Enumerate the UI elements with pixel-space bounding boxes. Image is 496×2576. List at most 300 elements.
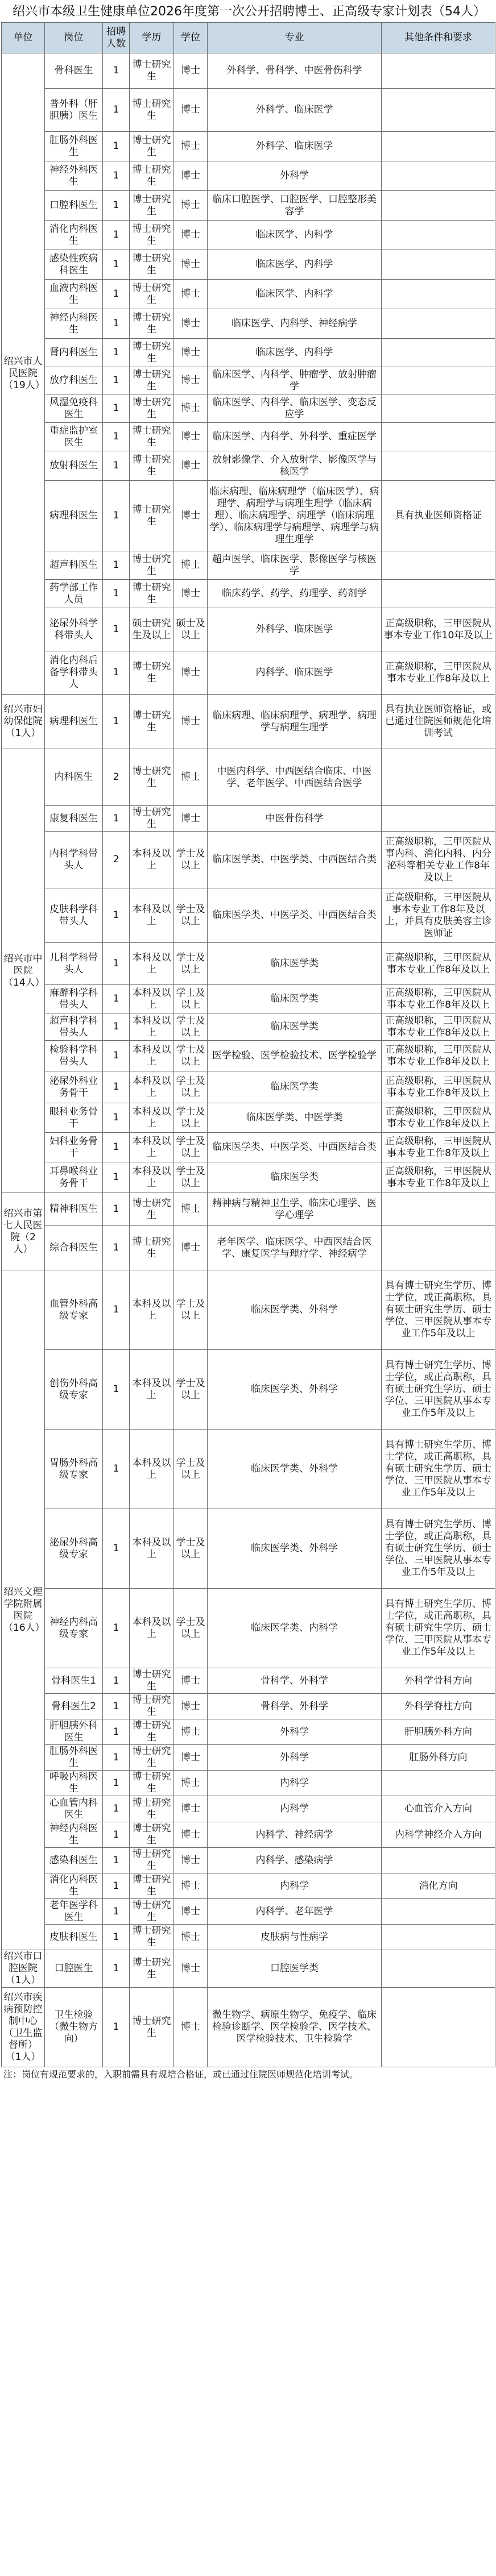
- headcount-cell: 1: [103, 1509, 130, 1589]
- position-cell: 康复科医生: [45, 806, 103, 832]
- degree-cell: 博士: [174, 695, 208, 749]
- requirements-cell: 正高级职称，三甲医院从事本专业工作10年及以上: [382, 608, 495, 651]
- unit-cell: 绍兴市妇幼保健院（1人）: [2, 695, 45, 749]
- education-cell: 博士研究生: [130, 1925, 174, 1950]
- degree-cell: 博士: [174, 1694, 208, 1719]
- education-cell: 本科及以上: [130, 1162, 174, 1193]
- position-cell: 皮肤科医生: [45, 1925, 103, 1950]
- degree-cell: 博士: [174, 551, 208, 580]
- table-row: [2, 1950, 495, 1988]
- headcount-cell: 1: [103, 888, 130, 943]
- header-cell: 其他条件和要求: [382, 23, 495, 53]
- education-cell: 博士研究生: [130, 1193, 174, 1226]
- requirements-cell: [382, 280, 495, 309]
- major-cell: 内科学: [208, 1771, 382, 1796]
- education-cell: 本科及以上: [130, 1013, 174, 1041]
- position-cell: 神经内科高级专家: [45, 1589, 103, 1668]
- headcount-cell: 1: [103, 1193, 130, 1226]
- education-cell: 博士研究生: [130, 1668, 174, 1694]
- education-cell: 博士研究生: [130, 1796, 174, 1822]
- major-cell: 皮肤病与性病学: [208, 1925, 382, 1950]
- education-cell: 博士研究生: [130, 451, 174, 481]
- requirements-cell: 正高级职称，三甲医院从事本专业工作8年及以上: [382, 1103, 495, 1133]
- degree-cell: 博士: [174, 280, 208, 309]
- education-cell: 博士研究生: [130, 221, 174, 250]
- major-cell: 微生物学、病原生物学、免疫学、临床检验诊断学、医学检验学、医学技术、医学检验技术、卫生检验学: [208, 1988, 382, 2067]
- education-cell: 博士研究生: [130, 89, 174, 132]
- headcount-cell: 1: [103, 1589, 130, 1668]
- headcount-cell: 1: [103, 1988, 130, 2067]
- degree-cell: 博士: [174, 1226, 208, 1270]
- requirements-cell: [382, 309, 495, 339]
- education-cell: 博士研究生: [130, 1848, 174, 1873]
- major-cell: 临床医学、内科学: [208, 221, 382, 250]
- position-cell: 骨科医生: [45, 53, 103, 89]
- position-cell: 儿科学科带头人: [45, 943, 103, 985]
- education-cell: 博士研究生: [130, 280, 174, 309]
- education-cell: 博士研究生: [130, 1719, 174, 1745]
- education-cell: 本科及以上: [130, 832, 174, 888]
- requirements-cell: 内科学神经介入方向: [382, 1822, 495, 1848]
- position-cell: 创伤外科高级专家: [45, 1350, 103, 1430]
- table-row: [2, 367, 495, 394]
- degree-cell: 博士: [174, 161, 208, 191]
- major-cell: 外科学、骨科学、中医骨伤科学: [208, 53, 382, 89]
- major-cell: 临床医学、内科学: [208, 250, 382, 280]
- requirements-cell: 具有执业医师资格证，或已通过住院医师规范化培训考试: [382, 695, 495, 749]
- headcount-cell: 1: [103, 1226, 130, 1270]
- requirements-cell: 外科学骨科方向: [382, 1668, 495, 1694]
- table-row: [2, 806, 495, 832]
- degree-cell: 博士: [174, 1719, 208, 1745]
- position-cell: 心血管内科医生: [45, 1796, 103, 1822]
- degree-cell: 博士: [174, 367, 208, 394]
- education-cell: 博士研究生: [130, 53, 174, 89]
- headcount-cell: 1: [103, 580, 130, 608]
- table-row: [2, 1162, 495, 1193]
- position-cell: 眼科业务骨干: [45, 1103, 103, 1133]
- education-cell: 本科及以上: [130, 1071, 174, 1103]
- headcount-cell: 1: [103, 1041, 130, 1071]
- major-cell: 临床医学类: [208, 1071, 382, 1103]
- headcount-cell: 1: [103, 1350, 130, 1430]
- headcount-cell: 1: [103, 1925, 130, 1950]
- major-cell: 临床药学、药学、药理学、药剂学: [208, 580, 382, 608]
- headcount-cell: 1: [103, 1873, 130, 1899]
- headcount-cell: 1: [103, 1745, 130, 1771]
- degree-cell: 学士及以上: [174, 1350, 208, 1430]
- unit-cell: 绍兴市中医院（14人）: [2, 749, 45, 1193]
- table-row: [2, 221, 495, 250]
- table-row: [2, 695, 495, 749]
- headcount-cell: 1: [103, 1848, 130, 1873]
- degree-cell: 博士: [174, 1988, 208, 2067]
- degree-cell: 博士: [174, 339, 208, 367]
- position-cell: 感染科医生: [45, 1848, 103, 1873]
- requirements-cell: 正高级职称，三甲医院从事本专业工作8年及以上，并具有皮肤美容主诊医师证: [382, 888, 495, 943]
- degree-cell: 博士: [174, 132, 208, 161]
- position-cell: 肛肠外科医生: [45, 132, 103, 161]
- table-row: [2, 1719, 495, 1745]
- table-row: [2, 1430, 495, 1509]
- major-cell: 临床医学类、中医学类、中西医结合类: [208, 1133, 382, 1162]
- position-cell: 超声科医生: [45, 551, 103, 580]
- unit-cell: 绍兴市第七人民医院（2人）: [2, 1193, 45, 1270]
- table-row: [2, 309, 495, 339]
- major-cell: 临床医学、内科学、神经病学: [208, 309, 382, 339]
- education-cell: 博士研究生: [130, 132, 174, 161]
- requirements-cell: 具有博士研究生学历、博士学位，或正高职称，具有硕士研究生学历、硕士学位、三甲医院从事本专业工作5年及以上: [382, 1509, 495, 1589]
- education-cell: 博士研究生: [130, 394, 174, 423]
- requirements-cell: [382, 1771, 495, 1796]
- education-cell: 博士研究生: [130, 1899, 174, 1925]
- position-cell: 消化内科医生: [45, 221, 103, 250]
- requirements-cell: [382, 1988, 495, 2067]
- table-row: [2, 651, 495, 695]
- table-row: [2, 1771, 495, 1796]
- headcount-cell: 1: [103, 1162, 130, 1193]
- degree-cell: 博士: [174, 1796, 208, 1822]
- position-cell: 病理科医生: [45, 695, 103, 749]
- position-cell: 消化内科医生: [45, 1873, 103, 1899]
- requirements-cell: 正高级职称，三甲医院从事本专业工作8年及以上: [382, 1133, 495, 1162]
- position-cell: 神经内科医生: [45, 309, 103, 339]
- education-cell: 博士研究生: [130, 1988, 174, 2067]
- degree-cell: 学士及以上: [174, 888, 208, 943]
- requirements-cell: [382, 53, 495, 89]
- table-row: [2, 1668, 495, 1694]
- position-cell: 麻醉科学科带头人: [45, 985, 103, 1013]
- degree-cell: 学士及以上: [174, 1162, 208, 1193]
- position-cell: 神经内科医生: [45, 1822, 103, 1848]
- major-cell: 内科学、老年医学: [208, 1899, 382, 1925]
- degree-cell: 博士: [174, 191, 208, 221]
- unit-cell: 绍兴市口腔医院（1人）: [2, 1950, 45, 1988]
- degree-cell: 博士: [174, 749, 208, 806]
- major-cell: 临床医学、内科学、临床医学、变态反应学: [208, 394, 382, 423]
- table-header-row: [2, 23, 495, 53]
- degree-cell: 博士: [174, 1925, 208, 1950]
- education-cell: 博士研究生: [130, 481, 174, 551]
- education-cell: 博士研究生: [130, 423, 174, 451]
- position-cell: 皮肤科学科带头人: [45, 888, 103, 943]
- table-row: [2, 1270, 495, 1350]
- major-cell: 临床医学、内科学、肿瘤学、放射肿瘤学: [208, 367, 382, 394]
- unit-cell: 绍兴市人民医院（19人）: [2, 53, 45, 695]
- table-row: [2, 1350, 495, 1430]
- headcount-cell: 1: [103, 309, 130, 339]
- degree-cell: 学士及以上: [174, 1103, 208, 1133]
- major-cell: 内科学: [208, 1796, 382, 1822]
- education-cell: 博士研究生: [130, 250, 174, 280]
- requirements-cell: 消化方向: [382, 1873, 495, 1899]
- header-cell: 学历: [130, 23, 174, 53]
- headcount-cell: 1: [103, 985, 130, 1013]
- major-cell: 临床医学类、中医学类、中西医结合类: [208, 888, 382, 943]
- education-cell: 本科及以上: [130, 943, 174, 985]
- education-cell: 本科及以上: [130, 1270, 174, 1350]
- education-cell: 本科及以上: [130, 1103, 174, 1133]
- requirements-cell: 具有博士研究生学历、博士学位，或正高职称，具有硕士研究生学历、硕士学位、三甲医院从事本专业工作5年及以上: [382, 1270, 495, 1350]
- major-cell: 临床医学类: [208, 1162, 382, 1193]
- education-cell: 博士研究生: [130, 749, 174, 806]
- headcount-cell: 1: [103, 1771, 130, 1796]
- major-cell: 临床医学、内科学、外科学、重症医学: [208, 423, 382, 451]
- requirements-cell: [382, 551, 495, 580]
- requirements-cell: [382, 1925, 495, 1950]
- education-cell: 博士研究生: [130, 1694, 174, 1719]
- headcount-cell: 1: [103, 161, 130, 191]
- headcount-cell: 1: [103, 1822, 130, 1848]
- education-cell: 博士研究生: [130, 695, 174, 749]
- table-row: [2, 1796, 495, 1822]
- degree-cell: 学士及以上: [174, 1013, 208, 1041]
- requirements-cell: [382, 191, 495, 221]
- headcount-cell: 1: [103, 1270, 130, 1350]
- headcount-cell: 1: [103, 423, 130, 451]
- degree-cell: 博士: [174, 1848, 208, 1873]
- position-cell: 内科学科带头人: [45, 832, 103, 888]
- page-title: 绍兴市本级卫生健康单位2026年度第一次公开招聘博士、正高级专家计划表（54人）: [13, 5, 486, 19]
- requirements-cell: 正高级职称，三甲医院从事本专业工作8年及以上: [382, 1041, 495, 1071]
- degree-cell: 博士: [174, 1822, 208, 1848]
- degree-cell: 博士: [174, 1950, 208, 1988]
- requirements-cell: [382, 1226, 495, 1270]
- position-cell: 内科医生: [45, 749, 103, 806]
- requirements-cell: 肝胆胰外科方向: [382, 1719, 495, 1745]
- requirements-cell: 正高级职称，三甲医院从事本专业工作8年及以上: [382, 1162, 495, 1193]
- table-row: [2, 132, 495, 161]
- header-cell: 招聘人数: [103, 23, 130, 53]
- education-cell: 博士研究生: [130, 1745, 174, 1771]
- major-cell: 临床医学类、外科学: [208, 1509, 382, 1589]
- major-cell: 老年医学、临床医学、中西医结合医学、康复医学与理疗学、神经病学: [208, 1226, 382, 1270]
- headcount-cell: 1: [103, 451, 130, 481]
- major-cell: 外科学、临床医学: [208, 132, 382, 161]
- requirements-cell: [382, 749, 495, 806]
- degree-cell: 博士: [174, 481, 208, 551]
- degree-cell: 博士: [174, 1873, 208, 1899]
- degree-cell: 学士及以上: [174, 1041, 208, 1071]
- table-row: [2, 1589, 495, 1668]
- headcount-cell: 1: [103, 367, 130, 394]
- education-cell: 硕士研究生及以上: [130, 608, 174, 651]
- headcount-cell: 1: [103, 1668, 130, 1694]
- position-cell: 耳鼻喉科业务骨干: [45, 1162, 103, 1193]
- position-cell: 骨科医生1: [45, 1668, 103, 1694]
- table-row: [2, 1103, 495, 1133]
- major-cell: 超声医学、临床医学、影像医学与核医学: [208, 551, 382, 580]
- education-cell: 本科及以上: [130, 1430, 174, 1509]
- position-cell: 卫生检验（微生物方向）: [45, 1988, 103, 2067]
- header-cell: 专业: [208, 23, 382, 53]
- major-cell: 外科学: [208, 161, 382, 191]
- education-cell: 博士研究生: [130, 580, 174, 608]
- requirements-cell: [382, 1950, 495, 1988]
- headcount-cell: 1: [103, 53, 130, 89]
- major-cell: 临床口腔医学、口腔医学、口腔整形美容学: [208, 191, 382, 221]
- degree-cell: 博士: [174, 423, 208, 451]
- table-row: [2, 53, 495, 89]
- major-cell: 精神病与精神卫生学、临床心理学、医学心理学: [208, 1193, 382, 1226]
- major-cell: 临床医学、内科学: [208, 280, 382, 309]
- position-cell: 口腔医生: [45, 1950, 103, 1988]
- position-cell: 放疗科医生: [45, 367, 103, 394]
- headcount-cell: 1: [103, 481, 130, 551]
- position-cell: 感染性疾病科医生: [45, 250, 103, 280]
- major-cell: 临床病理、临床病理学（临床医学）、病理学、病理学与病理生理学（临床病理）、临床病理学、病理学（临床病理学）、临床病理学与病理学、病理学与病理生理学: [208, 481, 382, 551]
- education-cell: 博士研究生: [130, 309, 174, 339]
- major-cell: 内科学、感染病学: [208, 1848, 382, 1873]
- headcount-cell: 1: [103, 1899, 130, 1925]
- headcount-cell: 1: [103, 339, 130, 367]
- table-row: [2, 1988, 495, 2067]
- education-cell: 博士研究生: [130, 161, 174, 191]
- degree-cell: 学士及以上: [174, 943, 208, 985]
- position-cell: 风湿免疫科医生: [45, 394, 103, 423]
- table-row: [2, 1226, 495, 1270]
- position-cell: 重症监护室医生: [45, 423, 103, 451]
- major-cell: 临床病理、临床病理学、病理学、病理学与病理生理学: [208, 695, 382, 749]
- requirements-cell: 具有博士研究生学历、博士学位，或正高职称，具有硕士研究生学历、硕士学位、三甲医院从事本专业工作5年及以上: [382, 1350, 495, 1430]
- table-row: [2, 1925, 495, 1950]
- major-cell: 临床医学类、外科学: [208, 1350, 382, 1430]
- unit-cell: 绍兴文理学院附属医院（16人）: [2, 1270, 45, 1950]
- table-row: [2, 280, 495, 309]
- headcount-cell: 1: [103, 132, 130, 161]
- major-cell: 临床医学类: [208, 1013, 382, 1041]
- education-cell: 本科及以上: [130, 1589, 174, 1668]
- major-cell: 临床医学类、外科学: [208, 1270, 382, 1350]
- position-cell: 超声科学科带头人: [45, 1013, 103, 1041]
- degree-cell: 学士及以上: [174, 1589, 208, 1668]
- major-cell: 放射影像学、介入放射学、影像医学与核医学: [208, 451, 382, 481]
- headcount-cell: 2: [103, 832, 130, 888]
- table-row: [2, 1071, 495, 1103]
- education-cell: 博士研究生: [130, 806, 174, 832]
- position-cell: 胃肠外科高级专家: [45, 1430, 103, 1509]
- education-cell: 博士研究生: [130, 651, 174, 695]
- degree-cell: 博士: [174, 580, 208, 608]
- table-row: [2, 985, 495, 1013]
- education-cell: 博士研究生: [130, 551, 174, 580]
- major-cell: 医学检验、医学检验技术、医学检验学: [208, 1041, 382, 1071]
- position-cell: 泌尿外科学科带头人: [45, 608, 103, 651]
- requirements-cell: 具有博士研究生学历、博士学位，或正高职称，具有硕士研究生学历、硕士学位、三甲医院从事本专业工作5年及以上: [382, 1589, 495, 1668]
- table-row: [2, 89, 495, 132]
- position-cell: 老年医学科医生: [45, 1899, 103, 1925]
- table-row: [2, 1899, 495, 1925]
- recruitment-table: [1, 22, 495, 2067]
- headcount-cell: 1: [103, 280, 130, 309]
- headcount-cell: 1: [103, 1071, 130, 1103]
- degree-cell: 博士: [174, 394, 208, 423]
- requirements-cell: [382, 89, 495, 132]
- position-cell: 呼吸内科医生: [45, 1771, 103, 1796]
- requirements-cell: [382, 250, 495, 280]
- headcount-cell: 1: [103, 1103, 130, 1133]
- position-cell: 肛肠外科医生: [45, 1745, 103, 1771]
- requirements-cell: 外科学脊柱方向: [382, 1694, 495, 1719]
- table-row: [2, 1509, 495, 1589]
- table-row: [2, 1848, 495, 1873]
- major-cell: 临床医学类、中医学类、中西医结合类: [208, 832, 382, 888]
- degree-cell: 博士: [174, 89, 208, 132]
- major-cell: 临床医学、内科学: [208, 339, 382, 367]
- degree-cell: 博士: [174, 806, 208, 832]
- headcount-cell: 1: [103, 943, 130, 985]
- major-cell: 骨科学、外科学: [208, 1694, 382, 1719]
- header-cell: 单位: [2, 23, 45, 53]
- requirements-cell: [382, 367, 495, 394]
- position-cell: 综合科医生: [45, 1226, 103, 1270]
- education-cell: 博士研究生: [130, 1822, 174, 1848]
- major-cell: 临床医学类、中医学类: [208, 1103, 382, 1133]
- degree-cell: 博士: [174, 451, 208, 481]
- table-row: [2, 1041, 495, 1071]
- degree-cell: 博士: [174, 1745, 208, 1771]
- headcount-cell: 1: [103, 1719, 130, 1745]
- requirements-cell: 肛肠外科方向: [382, 1745, 495, 1771]
- major-cell: 外科学: [208, 1745, 382, 1771]
- education-cell: 博士研究生: [130, 339, 174, 367]
- degree-cell: 学士及以上: [174, 1133, 208, 1162]
- requirements-cell: 具有执业医师资格证: [382, 481, 495, 551]
- headcount-cell: 1: [103, 695, 130, 749]
- degree-cell: 博士: [174, 651, 208, 695]
- requirements-cell: 正高级职称，三甲医院从事本专业工作8年及以上: [382, 943, 495, 985]
- headcount-cell: 1: [103, 1013, 130, 1041]
- major-cell: 内科学: [208, 1873, 382, 1899]
- degree-cell: 博士: [174, 1899, 208, 1925]
- education-cell: 博士研究生: [130, 1873, 174, 1899]
- table-row: [2, 1013, 495, 1041]
- table-row: [2, 481, 495, 551]
- degree-cell: 学士及以上: [174, 1071, 208, 1103]
- requirements-cell: [382, 806, 495, 832]
- headcount-cell: 1: [103, 1796, 130, 1822]
- position-cell: 检验科学科带头人: [45, 1041, 103, 1071]
- headcount-cell: 2: [103, 749, 130, 806]
- requirements-cell: 正高级职称，三甲医院从事本专业工作8年及以上: [382, 1071, 495, 1103]
- headcount-cell: 1: [103, 89, 130, 132]
- education-cell: 本科及以上: [130, 1350, 174, 1430]
- table-row: [2, 1133, 495, 1162]
- headcount-cell: 1: [103, 1430, 130, 1509]
- major-cell: 中医内科学、中西医结合临床、中医学、老年医学、中西医结合医学: [208, 749, 382, 806]
- table-row: [2, 1745, 495, 1771]
- unit-cell: 绍兴市疾病预防控制中心（卫生监督所）（1人）: [2, 1988, 45, 2067]
- position-cell: 泌尿外科高级专家: [45, 1509, 103, 1589]
- requirements-cell: [382, 394, 495, 423]
- position-cell: 病理科医生: [45, 481, 103, 551]
- education-cell: 本科及以上: [130, 888, 174, 943]
- major-cell: 外科学、临床医学: [208, 89, 382, 132]
- header-cell: 岗位: [45, 23, 103, 53]
- headcount-cell: 1: [103, 551, 130, 580]
- table-row: [2, 191, 495, 221]
- requirements-cell: [382, 132, 495, 161]
- degree-cell: 博士: [174, 250, 208, 280]
- requirements-cell: [382, 580, 495, 608]
- degree-cell: 学士及以上: [174, 1509, 208, 1589]
- table-row: [2, 1873, 495, 1899]
- table-row: [2, 250, 495, 280]
- table-row: [2, 749, 495, 806]
- position-cell: 神经外科医生: [45, 161, 103, 191]
- table-row: [2, 832, 495, 888]
- degree-cell: 博士: [174, 53, 208, 89]
